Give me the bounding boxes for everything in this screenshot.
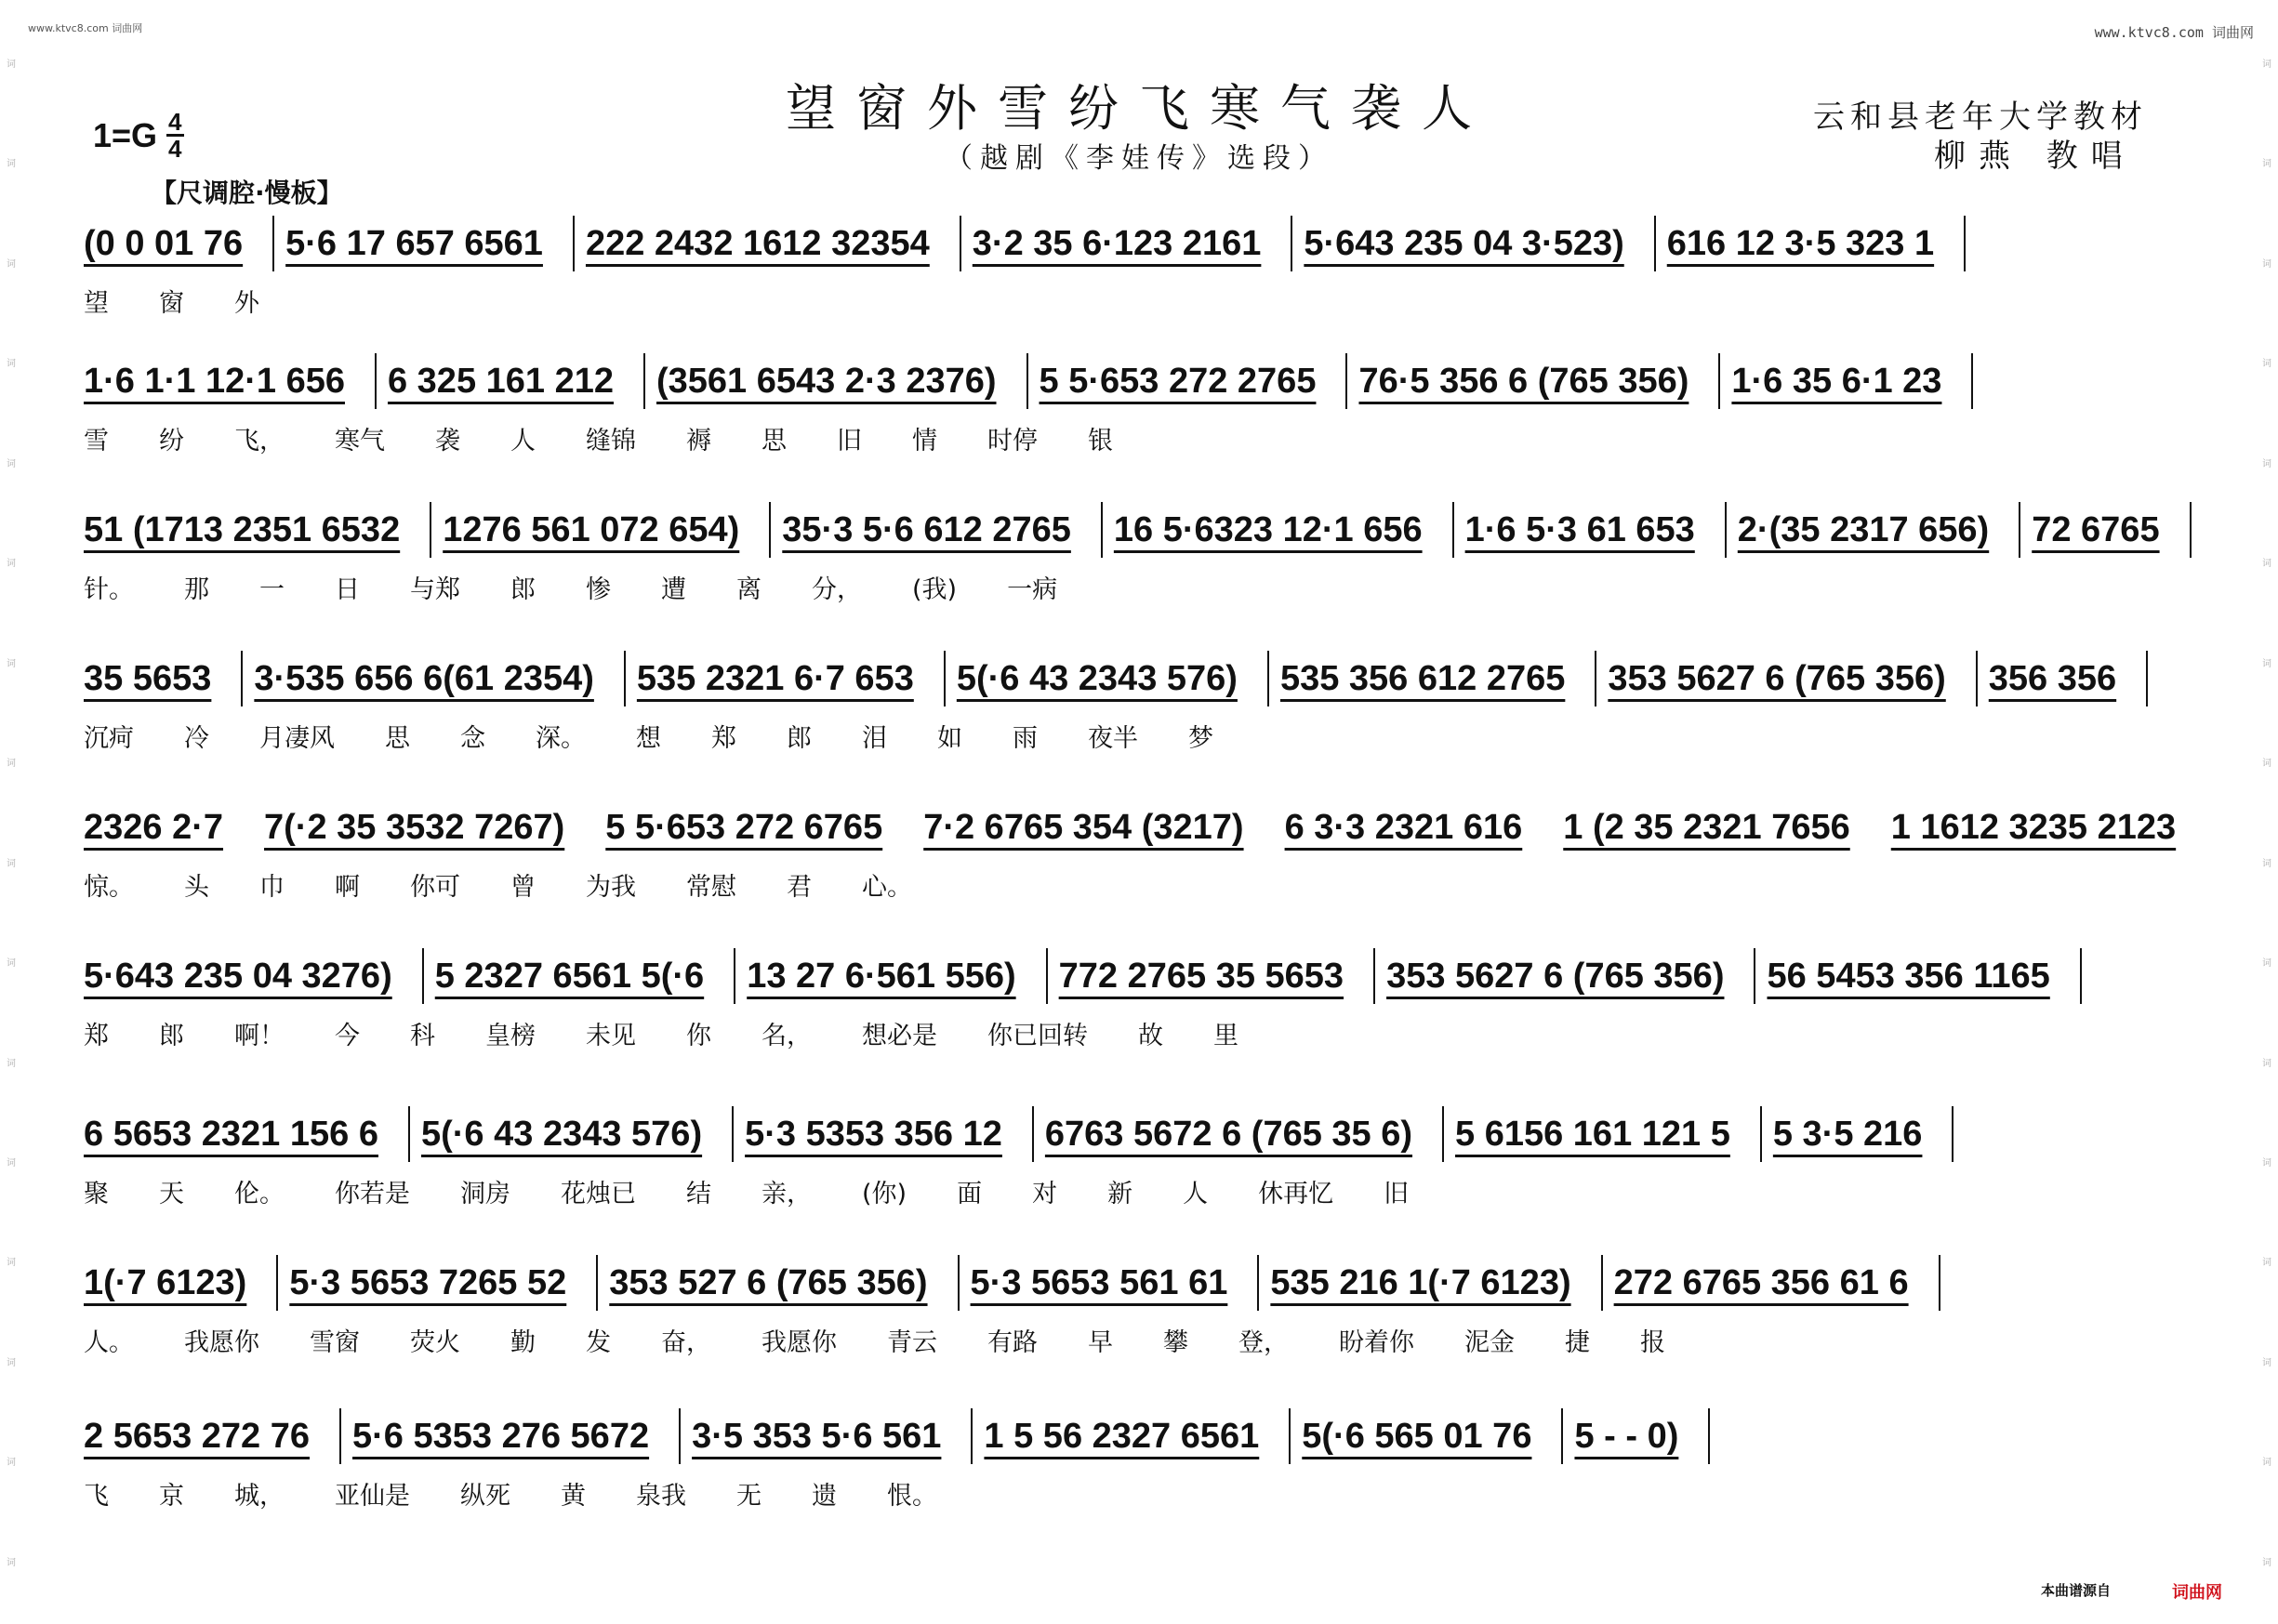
bar-line bbox=[1708, 1408, 1710, 1464]
bar-line bbox=[573, 216, 575, 271]
lyric-word: 深。 bbox=[536, 724, 586, 753]
lyric-word: 郎 bbox=[159, 1022, 184, 1050]
measure-notes: (0 0 01 76 bbox=[84, 223, 244, 263]
lyric-word: 亚仙是 bbox=[335, 1482, 410, 1511]
bar-line bbox=[769, 502, 771, 558]
lyrics-line bbox=[84, 1015, 2204, 1051]
bar-line bbox=[1654, 216, 1656, 271]
bar-line bbox=[960, 216, 961, 271]
side-watermark-mark: 词 bbox=[7, 858, 16, 869]
lyric-word: 报 bbox=[1640, 1328, 1665, 1357]
side-watermark-mark: 词 bbox=[7, 559, 16, 570]
lyric-word: 巾 bbox=[259, 873, 285, 902]
measure-notes: 1·6 5·3 61 653 bbox=[1464, 509, 1695, 549]
lyric-word: 遭 bbox=[661, 575, 686, 604]
lyrics-line bbox=[84, 283, 2204, 319]
bar-line bbox=[1257, 1255, 1259, 1311]
measure-notes: 353 5627 6 (765 356) bbox=[1386, 956, 1725, 996]
notation-line bbox=[84, 1106, 2204, 1162]
lyric-word: 皇榜 bbox=[485, 1022, 536, 1050]
bar-line bbox=[1976, 651, 1978, 706]
lyric-word: 那 bbox=[184, 575, 209, 604]
side-watermark-mark: 词 bbox=[2262, 759, 2271, 770]
bar-line bbox=[1032, 1106, 1034, 1162]
side-watermark-mark: 词 bbox=[7, 1157, 16, 1168]
lyric-word: (我) bbox=[912, 575, 958, 604]
measure-notes: 3·535 656 6(61 2354) bbox=[254, 658, 594, 698]
side-watermark-mark: 词 bbox=[7, 1258, 16, 1269]
lyric-word: 城， bbox=[234, 1482, 285, 1511]
credit-line-1: 云和县老年大学教材 bbox=[1813, 99, 2148, 136]
bar-line bbox=[2190, 502, 2192, 558]
lyrics-line bbox=[84, 1173, 2204, 1209]
bar-line bbox=[1725, 502, 1727, 558]
lyric-word: 一病 bbox=[1007, 575, 1058, 604]
lyric-word: 洞房 bbox=[460, 1180, 510, 1208]
lyric-word: 人 bbox=[1183, 1180, 1209, 1208]
site-watermark-top-left: www.ktvc8.com 词曲网 bbox=[28, 22, 143, 34]
lyric-word: 日 bbox=[335, 575, 360, 604]
lyric-word: (你) bbox=[862, 1180, 907, 1208]
measure-notes: 5·643 235 04 3276) bbox=[84, 956, 392, 996]
lyric-word: 郑 bbox=[711, 724, 736, 753]
measure-notes: 5 6156 161 121 5 bbox=[1455, 1114, 1730, 1154]
side-watermark-mark: 词 bbox=[2262, 258, 2271, 270]
lyric-word: 聚 bbox=[84, 1180, 109, 1208]
time-bottom: 4 bbox=[168, 135, 182, 163]
lyric-word: 我愿你 bbox=[184, 1328, 259, 1357]
bar-line bbox=[2146, 651, 2148, 706]
lyric-word: 月凄风 bbox=[259, 724, 335, 753]
lyrics-line bbox=[84, 718, 2204, 754]
measure-notes: 5(·6 43 2343 576) bbox=[420, 1114, 703, 1154]
bar-line bbox=[734, 948, 735, 1004]
measure-notes: 5 5·653 272 6765 bbox=[605, 807, 883, 847]
measure-notes: 72 6765 bbox=[2032, 509, 2160, 549]
measure-notes: 222 2432 1612 32354 bbox=[585, 223, 930, 263]
measure-notes: 5·3 5353 356 12 bbox=[745, 1114, 1002, 1154]
bar-line bbox=[1561, 1408, 1563, 1464]
side-watermark-mark: 词 bbox=[2262, 658, 2271, 669]
bar-line bbox=[1373, 948, 1375, 1004]
bar-line bbox=[1291, 216, 1292, 271]
measure-notes: 6 325 161 212 bbox=[387, 361, 614, 401]
measure-notes: 7·2 6765 354 (3217) bbox=[923, 807, 1244, 847]
side-watermark-mark: 词 bbox=[7, 359, 16, 370]
lyric-word: 今 bbox=[335, 1022, 360, 1050]
lyric-word: 惊。 bbox=[84, 873, 134, 902]
side-watermark-mark: 词 bbox=[7, 458, 16, 469]
lyric-word: 泥金 bbox=[1464, 1328, 1515, 1357]
lyric-word: 啊！ bbox=[234, 1022, 285, 1050]
bar-line bbox=[1442, 1106, 1444, 1162]
lyric-word: 纵死 bbox=[460, 1482, 510, 1511]
lyrics-line bbox=[84, 569, 2204, 605]
bar-line bbox=[624, 651, 626, 706]
measure-notes: 5·6 17 657 6561 bbox=[285, 223, 543, 263]
bar-line bbox=[1452, 502, 1454, 558]
side-watermark-mark: 词 bbox=[2262, 1357, 2271, 1368]
lyric-word: 人。 bbox=[84, 1328, 134, 1357]
lyric-word: 休再忆 bbox=[1258, 1180, 1334, 1208]
source-note: 本曲谱源自 bbox=[2040, 1582, 2111, 1599]
measure-notes: 3·5 353 5·6 561 bbox=[692, 1416, 942, 1456]
measure-notes: 5 2327 6561 5(·6 bbox=[434, 956, 705, 996]
bar-line bbox=[1267, 651, 1269, 706]
measure-notes: 1 1612 3235 2123 bbox=[1890, 807, 2177, 847]
measure-notes: 535 2321 6·7 653 bbox=[636, 658, 914, 698]
score-subtitle: （越剧《李娃传》选段） bbox=[945, 142, 1333, 175]
measure-notes: 616 12 3·5 323 1 bbox=[1666, 223, 1935, 263]
side-watermark-right bbox=[2259, 56, 2274, 1568]
lyric-word: 捷 bbox=[1565, 1328, 1590, 1357]
lyric-word: 念 bbox=[460, 724, 485, 753]
side-watermark-mark: 词 bbox=[7, 1458, 16, 1469]
lyric-word: 我愿你 bbox=[762, 1328, 837, 1357]
measure-notes: 5 5·653 272 2765 bbox=[1039, 361, 1317, 401]
notation-line bbox=[84, 1408, 2204, 1464]
lyrics-line bbox=[84, 1322, 2204, 1358]
lyric-word: 外 bbox=[234, 289, 259, 318]
side-watermark-mark: 词 bbox=[7, 59, 16, 70]
bar-line bbox=[1101, 502, 1103, 558]
measure-notes: 1 5 56 2327 6561 bbox=[984, 1416, 1260, 1456]
bar-line bbox=[339, 1408, 341, 1464]
lyric-word: 君 bbox=[787, 873, 812, 902]
lyric-word: 登， bbox=[1238, 1328, 1289, 1357]
side-watermark-mark: 词 bbox=[7, 658, 16, 669]
lyric-word: 郑 bbox=[84, 1022, 109, 1050]
lyric-word: 荧火 bbox=[410, 1328, 460, 1357]
side-watermark-mark: 词 bbox=[7, 1058, 16, 1069]
measure-notes: 16 5·6323 12·1 656 bbox=[1113, 509, 1423, 549]
lyric-word: 黄 bbox=[561, 1482, 586, 1511]
measure-notes: 353 5627 6 (765 356) bbox=[1608, 658, 1946, 698]
bar-line bbox=[958, 1255, 960, 1311]
site-watermark-top-right: www.ktvc8.com 词曲网 bbox=[2094, 24, 2254, 41]
lyric-word: 恨。 bbox=[887, 1482, 937, 1511]
lyric-word: 遗 bbox=[812, 1482, 837, 1511]
measure-notes: 5·6 5353 276 5672 bbox=[352, 1416, 650, 1456]
measure-notes: 5·3 5653 7265 52 bbox=[289, 1262, 567, 1302]
bar-line bbox=[1595, 651, 1596, 706]
lyric-word: 想 bbox=[636, 724, 661, 753]
lyric-word: 头 bbox=[184, 873, 209, 902]
key-signature bbox=[93, 110, 184, 161]
measure-notes: 1 (2 35 2321 7656 bbox=[1563, 807, 1850, 847]
measure-notes: 6 3·3 2321 616 bbox=[1284, 807, 1523, 847]
side-watermark-mark: 词 bbox=[7, 258, 16, 270]
lyric-word: 沉疴 bbox=[84, 724, 134, 753]
notation-line bbox=[84, 651, 2204, 706]
lyric-word: 有路 bbox=[987, 1328, 1038, 1357]
side-watermark-mark: 词 bbox=[7, 759, 16, 770]
measure-notes: 3·2 35 6·123 2161 bbox=[972, 223, 1262, 263]
side-watermark-mark: 词 bbox=[2262, 958, 2271, 970]
credit-line-2: 柳燕 教唱 bbox=[1934, 138, 2136, 175]
bar-line bbox=[971, 1408, 973, 1464]
notation-line bbox=[84, 216, 2204, 271]
bar-line bbox=[596, 1255, 598, 1311]
lyric-word: 人 bbox=[510, 427, 536, 456]
measure-notes: 5(·6 43 2343 576) bbox=[956, 658, 1238, 698]
side-watermark-mark: 词 bbox=[2262, 1458, 2271, 1469]
bar-line bbox=[1760, 1106, 1762, 1162]
lyric-word: 未见 bbox=[586, 1022, 636, 1050]
bar-line bbox=[944, 651, 946, 706]
lyrics-line bbox=[84, 1475, 2204, 1512]
bar-line bbox=[422, 948, 424, 1004]
notation-line bbox=[84, 353, 2204, 409]
lyric-word: 飞 bbox=[84, 1482, 109, 1511]
lyric-word: 你可 bbox=[410, 873, 460, 902]
lyric-word: 袭 bbox=[435, 427, 460, 456]
lyric-word: 泉我 bbox=[636, 1482, 686, 1511]
bar-line bbox=[1939, 1255, 1940, 1311]
lyric-word: 你 bbox=[686, 1022, 711, 1050]
lyric-word: 冷 bbox=[184, 724, 209, 753]
lyric-word: 青云 bbox=[887, 1328, 937, 1357]
side-watermark-mark: 词 bbox=[2262, 1058, 2271, 1069]
bar-line bbox=[732, 1106, 734, 1162]
side-watermark-mark: 词 bbox=[2262, 1157, 2271, 1168]
lyric-word: 泪 bbox=[862, 724, 887, 753]
measure-notes: 1·6 35 6·1 23 bbox=[1731, 361, 1942, 401]
measure-notes: 5·643 235 04 3·523) bbox=[1304, 223, 1624, 263]
lyric-word: 伦。 bbox=[234, 1180, 285, 1208]
measure-notes: 6 5653 2321 156 6 bbox=[84, 1114, 378, 1154]
lyric-word: 花烛已 bbox=[561, 1180, 636, 1208]
bar-line bbox=[1046, 948, 1048, 1004]
measure-notes: 272 6765 356 61 6 bbox=[1613, 1262, 1909, 1302]
lyric-word: 郎 bbox=[510, 575, 536, 604]
notation-line bbox=[84, 1255, 2204, 1311]
lyric-word: 你若是 bbox=[335, 1180, 410, 1208]
bar-line bbox=[1601, 1255, 1603, 1311]
time-signature bbox=[166, 110, 183, 161]
measure-notes: 6763 5672 6 (765 35 6) bbox=[1044, 1114, 1413, 1154]
bar-line bbox=[272, 216, 274, 271]
bar-line bbox=[1026, 353, 1028, 409]
lyrics-line bbox=[84, 866, 2204, 903]
site-logo: 词曲网 bbox=[2172, 1583, 2222, 1603]
lyric-word: 早 bbox=[1088, 1328, 1113, 1357]
lyric-word: 一 bbox=[259, 575, 285, 604]
lyric-word: 亲， bbox=[762, 1180, 812, 1208]
lyric-word: 郎 bbox=[787, 724, 812, 753]
lyric-word: 盼着你 bbox=[1339, 1328, 1414, 1357]
lyric-word: 缝锦 bbox=[586, 427, 636, 456]
lyric-word: 故 bbox=[1138, 1022, 1163, 1050]
bar-line bbox=[1345, 353, 1347, 409]
measure-notes: 2326 2·7 bbox=[84, 807, 224, 847]
bar-line bbox=[1952, 1106, 1954, 1162]
lyric-word: 为我 bbox=[586, 873, 636, 902]
measure-notes: 56 5453 356 1165 bbox=[1767, 956, 2050, 996]
lyric-word: 纷 bbox=[159, 427, 184, 456]
lyric-word: 雪窗 bbox=[310, 1328, 360, 1357]
measure-notes: 356 356 bbox=[1988, 658, 2117, 698]
bar-line bbox=[375, 353, 377, 409]
measure-notes: 535 216 1(·7 6123) bbox=[1270, 1262, 1571, 1302]
measure-notes: 353 527 6 (765 356) bbox=[609, 1262, 928, 1302]
side-watermark-left bbox=[4, 56, 19, 1568]
measure-notes: 1276 561 072 654) bbox=[443, 509, 740, 549]
measure-notes: 772 2765 35 5653 bbox=[1058, 956, 1344, 996]
measure-notes: 5 - - 0) bbox=[1574, 1416, 1679, 1456]
lyric-word: 银 bbox=[1088, 427, 1113, 456]
tempo-marking: 【尺调腔·慢板】 bbox=[151, 178, 343, 208]
measure-notes: 35·3 5·6 612 2765 bbox=[782, 509, 1071, 549]
side-watermark-mark: 词 bbox=[2262, 1557, 2271, 1568]
measure-notes: 13 27 6·561 556) bbox=[747, 956, 1016, 996]
lyric-word: 窗 bbox=[159, 289, 184, 318]
measure-notes: 7(·2 35 3532 7267) bbox=[264, 807, 565, 847]
lyric-word: 旧 bbox=[1384, 1180, 1410, 1208]
lyric-word: 科 bbox=[410, 1022, 435, 1050]
side-watermark-mark: 词 bbox=[2262, 359, 2271, 370]
lyric-word: 思 bbox=[385, 724, 410, 753]
bar-line bbox=[2019, 502, 2020, 558]
lyric-word: 无 bbox=[736, 1482, 762, 1511]
measure-notes: 5 3·5 216 bbox=[1772, 1114, 1923, 1154]
notation-line bbox=[84, 502, 2204, 558]
side-watermark-mark: 词 bbox=[7, 1357, 16, 1368]
bar-line bbox=[430, 502, 431, 558]
measure-notes: 2·(35 2317 656) bbox=[1737, 509, 1990, 549]
bar-line bbox=[1971, 353, 1973, 409]
lyrics-line bbox=[84, 420, 2204, 456]
lyric-word: 望 bbox=[84, 289, 109, 318]
lyric-word: 发 bbox=[586, 1328, 611, 1357]
lyric-word: 常慰 bbox=[686, 873, 736, 902]
side-watermark-mark: 词 bbox=[2262, 1258, 2271, 1269]
side-watermark-mark: 词 bbox=[2262, 159, 2271, 170]
lyric-word: 你已回转 bbox=[987, 1022, 1088, 1050]
lyric-word: 勤 bbox=[510, 1328, 536, 1357]
measure-notes: 5(·6 565 01 76 bbox=[1302, 1416, 1532, 1456]
lyric-word: 如 bbox=[937, 724, 962, 753]
lyric-word: 新 bbox=[1107, 1180, 1133, 1208]
lyric-word: 奋， bbox=[661, 1328, 711, 1357]
measure-notes: 535 356 612 2765 bbox=[1279, 658, 1566, 698]
lyric-word: 攀 bbox=[1163, 1328, 1188, 1357]
measure-notes: 35 5653 bbox=[84, 658, 212, 698]
bar-line bbox=[2080, 948, 2082, 1004]
lyric-word: 想必是 bbox=[862, 1022, 937, 1050]
bar-line bbox=[276, 1255, 278, 1311]
bar-line bbox=[1718, 353, 1720, 409]
bar-line bbox=[643, 353, 645, 409]
lyric-word: 面 bbox=[957, 1180, 983, 1208]
lyric-word: 旧 bbox=[837, 427, 862, 456]
bar-line bbox=[1964, 216, 1966, 271]
lyric-word: 啊 bbox=[335, 873, 360, 902]
lyric-word: 离 bbox=[736, 575, 762, 604]
lyric-word: 惨 bbox=[586, 575, 611, 604]
bar-line bbox=[241, 651, 243, 706]
bar-line bbox=[408, 1106, 410, 1162]
measure-notes: (3561 6543 2·3 2376) bbox=[656, 361, 997, 401]
measure-notes: 1(·7 6123) bbox=[84, 1262, 247, 1302]
lyric-word: 飞， bbox=[234, 427, 285, 456]
bar-line bbox=[679, 1408, 681, 1464]
lyric-word: 对 bbox=[1032, 1180, 1058, 1208]
lyric-word: 针。 bbox=[84, 575, 134, 604]
measure-notes: 2 5653 272 76 bbox=[84, 1416, 311, 1456]
lyric-word: 曾 bbox=[510, 873, 536, 902]
lyric-word: 寒气 bbox=[335, 427, 385, 456]
lyric-word: 天 bbox=[159, 1180, 184, 1208]
lyric-word: 心。 bbox=[862, 873, 912, 902]
lyric-word: 夜半 bbox=[1088, 724, 1138, 753]
notation-line bbox=[84, 948, 2204, 1004]
lyric-word: 褥 bbox=[686, 427, 711, 456]
lyric-word: 思 bbox=[762, 427, 787, 456]
lyric-word: 京 bbox=[159, 1482, 184, 1511]
time-top: 4 bbox=[168, 108, 182, 136]
key-label: 1=G bbox=[93, 115, 158, 154]
notation-line bbox=[84, 799, 2204, 855]
side-watermark-mark: 词 bbox=[7, 958, 16, 970]
lyric-word: 与郑 bbox=[410, 575, 460, 604]
score-title: 望窗外雪纷飞寒气袭人 bbox=[786, 79, 1492, 138]
side-watermark-mark: 词 bbox=[2262, 559, 2271, 570]
measure-notes: 1·6 1·1 12·1 656 bbox=[84, 361, 345, 401]
side-watermark-mark: 词 bbox=[2262, 458, 2271, 469]
side-watermark-mark: 词 bbox=[7, 1557, 16, 1568]
bar-line bbox=[1754, 948, 1755, 1004]
lyric-word: 情 bbox=[912, 427, 937, 456]
bar-line bbox=[1289, 1408, 1291, 1464]
lyric-word: 雪 bbox=[84, 427, 109, 456]
side-watermark-mark: 词 bbox=[2262, 59, 2271, 70]
lyric-word: 时停 bbox=[987, 427, 1038, 456]
lyric-word: 里 bbox=[1213, 1022, 1238, 1050]
measure-notes: 5·3 5653 561 61 bbox=[970, 1262, 1228, 1302]
side-watermark-mark: 词 bbox=[2262, 858, 2271, 869]
lyric-word: 名， bbox=[762, 1022, 812, 1050]
lyric-word: 分， bbox=[812, 575, 862, 604]
lyric-word: 梦 bbox=[1188, 724, 1213, 753]
lyric-word: 雨 bbox=[1013, 724, 1038, 753]
side-watermark-mark: 词 bbox=[7, 159, 16, 170]
measure-notes: 51 (1713 2351 6532 bbox=[84, 509, 401, 549]
lyric-word: 结 bbox=[686, 1180, 711, 1208]
measure-notes: 76·5 356 6 (765 356) bbox=[1358, 361, 1689, 401]
